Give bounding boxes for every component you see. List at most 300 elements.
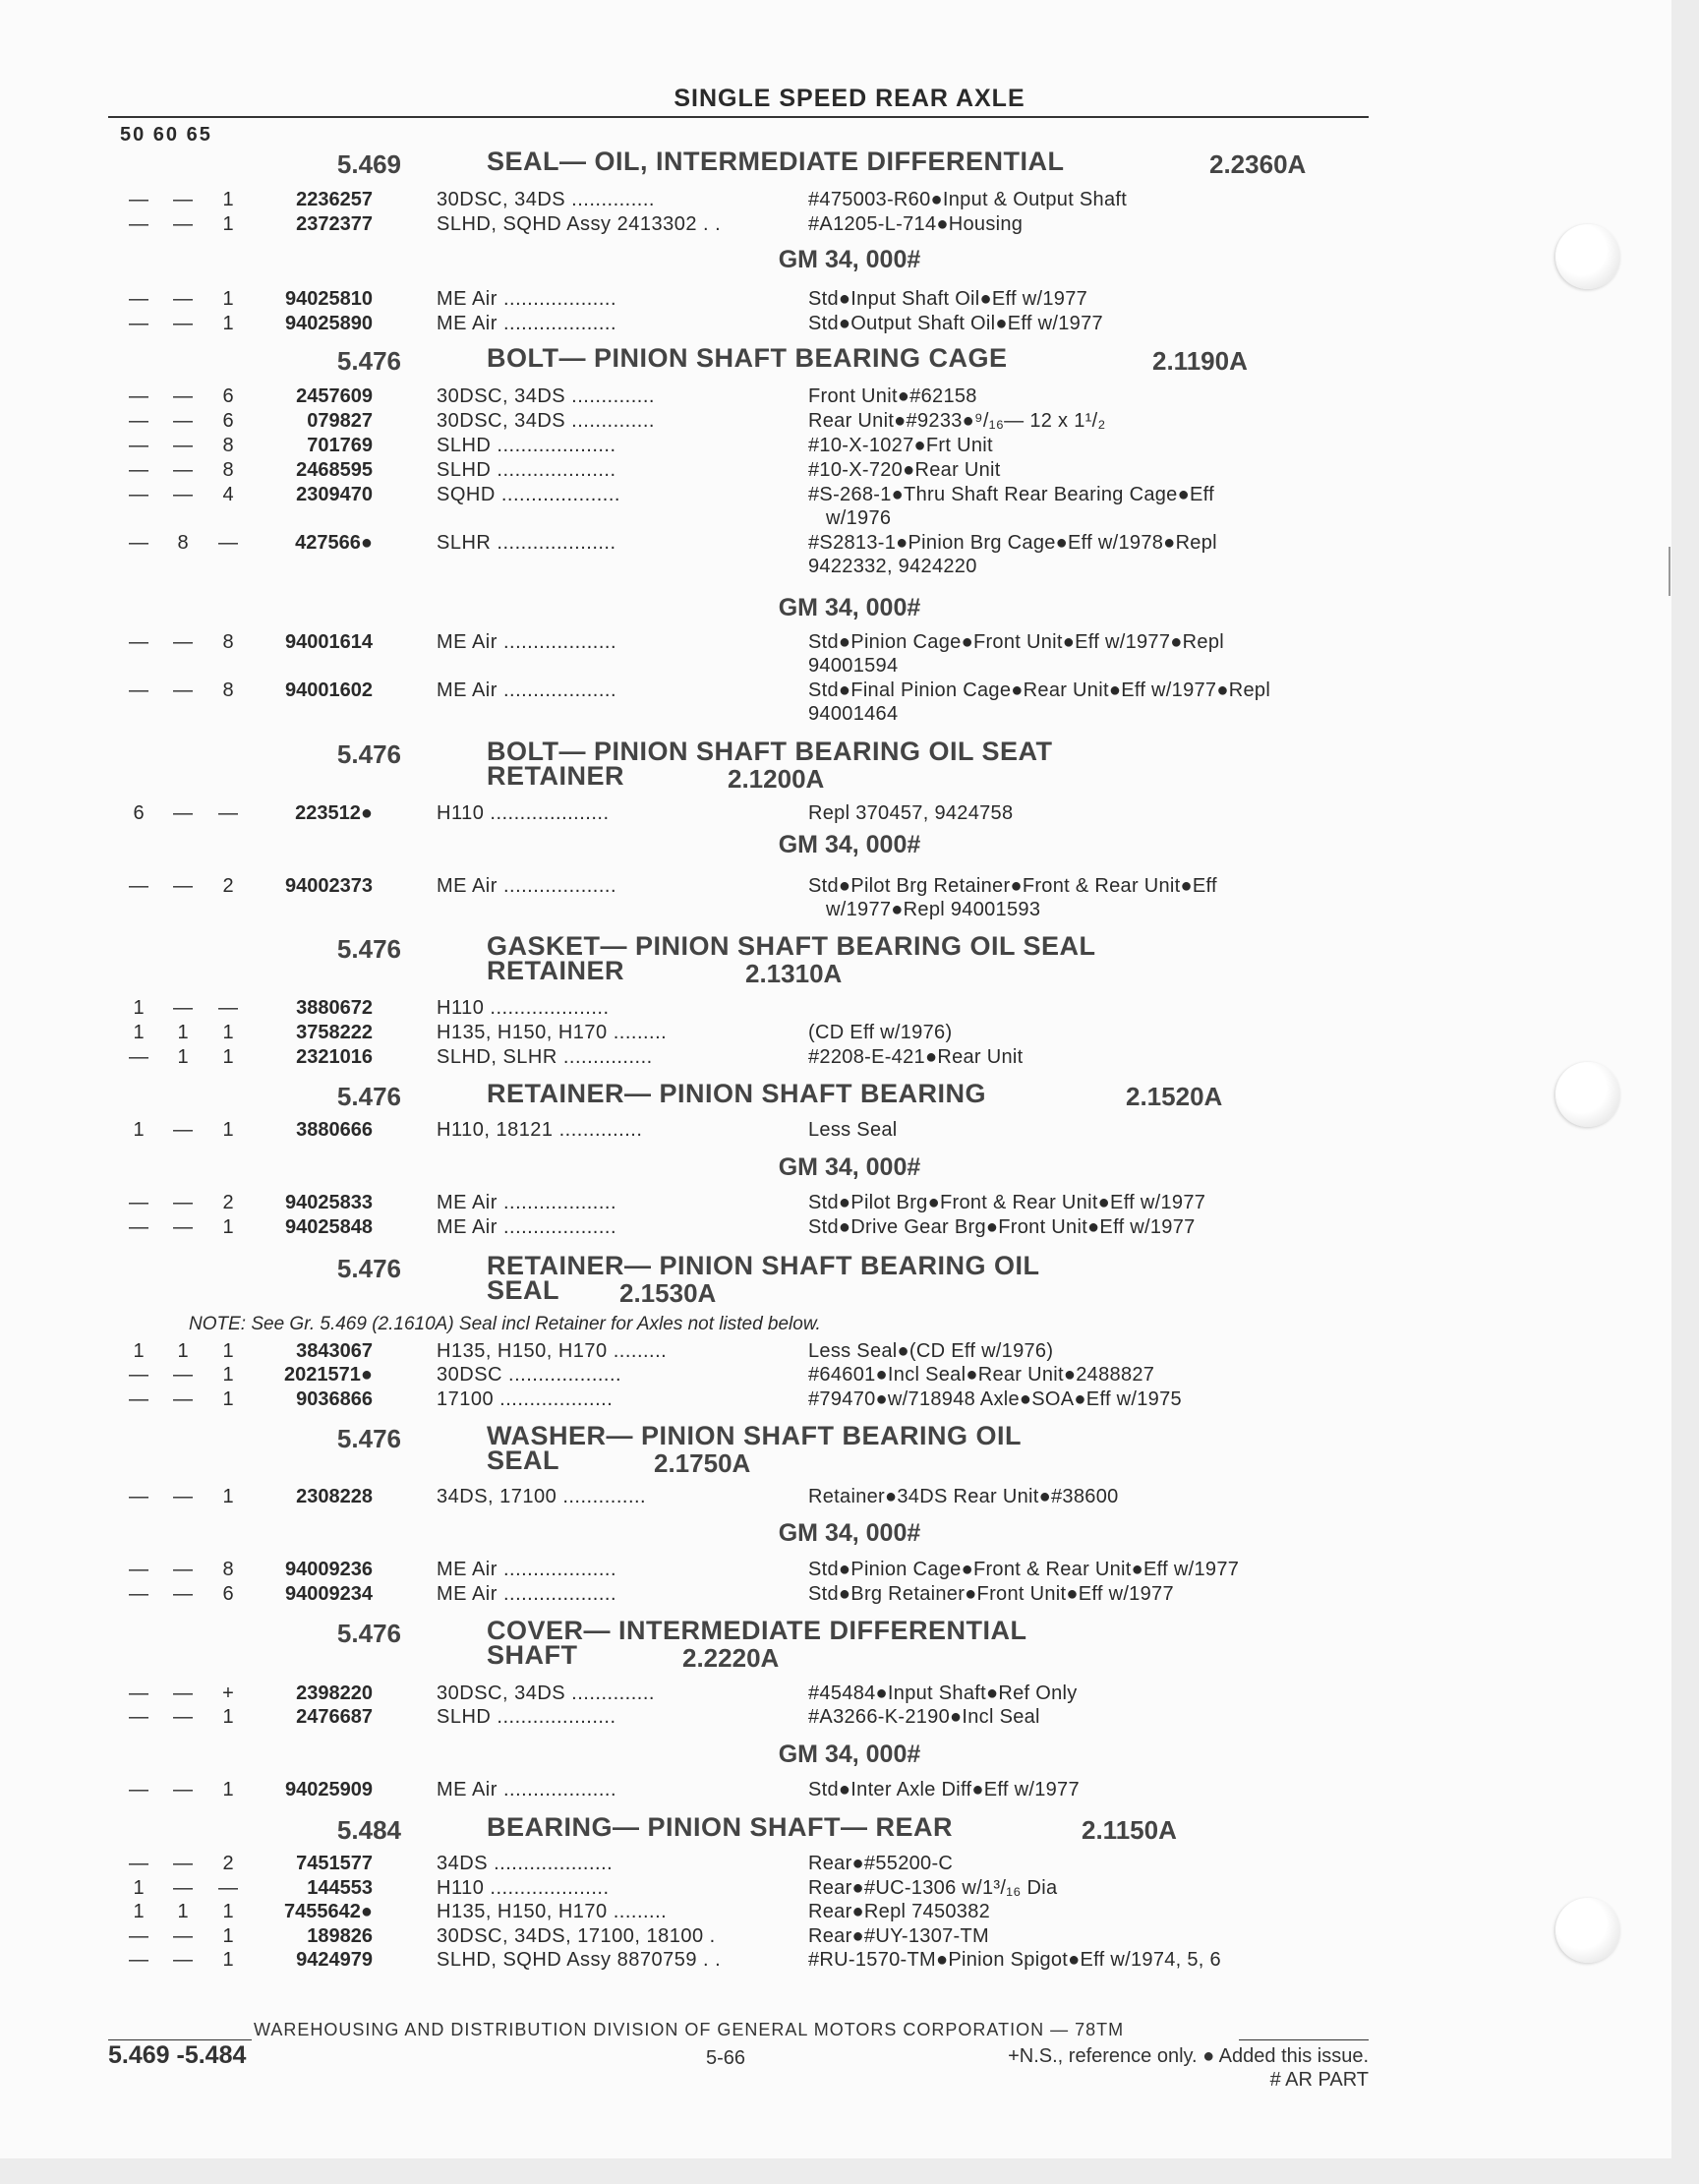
qty-65: 2	[222, 1853, 234, 1874]
qty-60: —	[173, 1706, 193, 1728]
model-applicability: ME Air ...................	[437, 1559, 617, 1580]
qty-50: —	[129, 1779, 148, 1800]
part-description: Std●Input Shaft Oil●Eff w/1977	[808, 288, 1088, 310]
qty-50: —	[129, 435, 148, 456]
qty-65: 8	[222, 1559, 234, 1580]
section-title: COVER— INTERMEDIATE DIFFERENTIAL	[487, 1616, 1027, 1645]
qty-60: —	[173, 1192, 193, 1213]
part-row	[0, 1705, 1699, 1730]
qty-65: 6	[222, 410, 234, 432]
qty-65: 1	[222, 1119, 234, 1141]
description-continued: w/1976	[826, 507, 892, 529]
qty-60: —	[173, 1559, 193, 1580]
model-applicability: ME Air ...................	[437, 631, 617, 653]
part-row	[0, 1118, 1699, 1143]
section-heading	[0, 1421, 1699, 1478]
part-row	[0, 1339, 1699, 1364]
part-description: #A1205-L-714●Housing	[808, 213, 1024, 235]
model-applicability: H110 ....................	[437, 997, 610, 1019]
part-description: #RU-1570-TM●Pinion Spigot●Eff w/1974, 5, 6	[808, 1949, 1221, 1971]
footer-rule-right	[1239, 2039, 1369, 2040]
part-number: 9424979	[296, 1949, 373, 1971]
qty-50: —	[129, 189, 148, 210]
part-row	[0, 996, 1699, 1021]
qty-65: 1	[222, 1046, 234, 1068]
part-description: Std●Brg Retainer●Front Unit●Eff w/1977	[808, 1583, 1174, 1605]
qty-60: —	[173, 385, 193, 407]
part-number: 94025909	[285, 1779, 373, 1800]
qty-50: —	[129, 385, 148, 407]
part-description: #S2813-1●Pinion Brg Cage●Eff w/1978●Repl	[808, 532, 1217, 554]
qty-50: —	[129, 1949, 148, 1971]
model-applicability: ME Air ...................	[437, 1216, 617, 1238]
part-number: 2457609	[296, 385, 373, 407]
qty-50: 1	[133, 997, 145, 1019]
qty-65: 1	[222, 1022, 234, 1043]
qty-65: 1	[222, 1925, 234, 1947]
gm-subheading: GM 34, 000#	[778, 831, 921, 858]
qty-50: —	[129, 213, 148, 235]
part-number: 2321016	[296, 1046, 373, 1068]
qty-60: —	[173, 1216, 193, 1238]
qty-65: 1	[222, 1364, 234, 1386]
section-title-line2: SHAFT	[487, 1640, 578, 1670]
model-applicability: ME Air ...................	[437, 679, 617, 701]
section-title-line2: SEAL	[487, 1446, 560, 1475]
qty-50: —	[129, 1682, 148, 1704]
part-row	[0, 1582, 1699, 1607]
qty-65: 1	[222, 213, 234, 235]
qty-60: —	[173, 1949, 193, 1971]
qty-50: —	[129, 1046, 148, 1068]
qty-60: —	[173, 313, 193, 334]
model-applicability: SLHD, SQHD Assy 2413302 . .	[437, 213, 722, 235]
part-row	[0, 409, 1699, 434]
model-applicability: SLHD, SLHR ...............	[437, 1046, 653, 1068]
section-heading	[0, 1251, 1699, 1308]
qty-60: —	[173, 410, 193, 432]
part-row	[0, 1021, 1699, 1045]
part-description: Retainer●34DS Rear Unit●#38600	[808, 1486, 1119, 1507]
group-number: 5.476	[336, 934, 401, 964]
part-row	[0, 212, 1699, 237]
part-description: (CD Eff w/1976)	[808, 1022, 953, 1043]
gm-subheading: GM 34, 000#	[778, 594, 921, 621]
part-number: 94025848	[285, 1216, 373, 1238]
qty-50: —	[129, 1583, 148, 1605]
section-title: WASHER— PINION SHAFT BEARING OIL	[487, 1421, 1023, 1450]
qty-65: 1	[222, 189, 234, 210]
model-applicability: H110 ....................	[437, 802, 610, 824]
section-title-line2: SEAL	[487, 1275, 560, 1305]
model-applicability: SLHD ....................	[437, 459, 616, 481]
section-title: BOLT— PINION SHAFT BEARING OIL SEAT	[487, 737, 1053, 766]
part-number: 2021571●	[284, 1364, 373, 1386]
part-number: 2372377	[296, 213, 373, 235]
qty-50: —	[129, 410, 148, 432]
qty-50: —	[129, 313, 148, 334]
page-number: 5-66	[706, 2047, 746, 2069]
part-row	[0, 1558, 1699, 1582]
part-row	[0, 287, 1699, 312]
qty-65: —	[218, 802, 238, 824]
qty-65: 1	[222, 1340, 234, 1362]
part-number: 94009234	[285, 1583, 373, 1605]
part-description: Rear●#UY-1307-TM	[808, 1925, 989, 1947]
qty-65: 2	[222, 1192, 234, 1213]
part-description: Less Seal●(CD Eff w/1976)	[808, 1340, 1054, 1362]
qty-60: —	[173, 875, 193, 897]
part-row	[0, 434, 1699, 458]
part-row	[0, 1948, 1699, 1973]
qty-60: 1	[177, 1022, 189, 1043]
model-applicability: SLHD ....................	[437, 435, 616, 456]
qty-60: —	[173, 997, 193, 1019]
model-applicability: 34DS ....................	[437, 1853, 614, 1874]
footer-legend: +N.S., reference only. ● Added this issue.	[1008, 2045, 1369, 2067]
model-applicability: H135, H150, H170 .........	[437, 1901, 668, 1922]
qty-60: —	[173, 1583, 193, 1605]
part-number: 94002373	[285, 875, 373, 897]
qty-60: —	[173, 288, 193, 310]
part-number: 2309470	[296, 484, 373, 505]
qty-65: 1	[222, 1901, 234, 1922]
part-description: Std●Output Shaft Oil●Eff w/1977	[808, 313, 1103, 334]
section-heading	[0, 149, 1699, 179]
qty-65: 2	[222, 875, 234, 897]
model-applicability: 30DSC, 34DS ..............	[437, 189, 655, 210]
part-description: #79470●w/718948 Axle●SOA●Eff w/1975	[808, 1388, 1182, 1410]
part-description: #2208-E-421●Rear Unit	[808, 1046, 1024, 1068]
part-row	[0, 1215, 1699, 1240]
qty-65: 1	[222, 1706, 234, 1728]
part-row	[0, 312, 1699, 336]
part-description: Std●Final Pinion Cage●Rear Unit●Eff w/1977●Repl	[808, 679, 1271, 701]
part-description: Std●Pilot Brg●Front & Rear Unit●Eff w/1977	[808, 1192, 1206, 1213]
qty-50: —	[129, 1486, 148, 1507]
section-title: SEAL— OIL, INTERMEDIATE DIFFERENTIAL	[487, 147, 1065, 176]
qty-50: —	[129, 631, 148, 653]
qty-65: 1	[222, 313, 234, 334]
part-number: 701769	[307, 435, 373, 456]
qty-65: 1	[222, 288, 234, 310]
qty-60: —	[173, 1925, 193, 1947]
model-applicability: ME Air ...................	[437, 313, 617, 334]
qty-50: 1	[133, 1901, 145, 1922]
qty-60: —	[173, 1388, 193, 1410]
section-title: RETAINER— PINION SHAFT BEARING	[487, 1079, 987, 1108]
part-row	[0, 384, 1699, 409]
model-applicability: 30DSC ...................	[437, 1364, 622, 1386]
qty-50: —	[129, 532, 148, 554]
part-row	[0, 1485, 1699, 1509]
reference-number: 2.1150A	[1082, 1815, 1177, 1845]
part-number: 94025833	[285, 1192, 373, 1213]
model-applicability: 30DSC, 34DS ..............	[437, 385, 655, 407]
reference-number: 2.1520A	[1126, 1082, 1223, 1111]
part-number: 3843067	[296, 1340, 373, 1362]
part-number: 3880666	[296, 1119, 373, 1141]
qty-65: 4	[222, 484, 234, 505]
page-title: SINGLE SPEED REAR AXLE	[674, 85, 1025, 112]
part-row	[0, 801, 1699, 826]
column-headings: 50 60 65	[120, 124, 212, 146]
qty-60: —	[173, 631, 193, 653]
model-applicability: ME Air ...................	[437, 1583, 617, 1605]
part-row	[0, 1682, 1699, 1706]
qty-50: —	[129, 484, 148, 505]
qty-50: —	[129, 679, 148, 701]
part-number: 079827	[307, 410, 373, 432]
part-row	[0, 483, 1699, 507]
part-number: 2468595	[296, 459, 373, 481]
qty-65: 1	[222, 1216, 234, 1238]
qty-60: —	[173, 1779, 193, 1800]
qty-65: 6	[222, 385, 234, 407]
part-row	[0, 1045, 1699, 1070]
part-row	[0, 458, 1699, 483]
part-row	[0, 1900, 1699, 1924]
qty-60: —	[173, 1853, 193, 1874]
part-row	[0, 679, 1699, 703]
qty-50: —	[129, 1559, 148, 1580]
qty-65: 6	[222, 1583, 234, 1605]
part-number: 189826	[307, 1925, 373, 1947]
qty-60: —	[173, 189, 193, 210]
qty-65: —	[218, 532, 238, 554]
model-applicability: SLHD ....................	[437, 1706, 616, 1728]
part-description: #10-X-720●Rear Unit	[808, 459, 1001, 481]
part-number: 7455642●	[284, 1901, 373, 1922]
qty-65: 1	[222, 1949, 234, 1971]
qty-65: 1	[222, 1388, 234, 1410]
model-applicability: 30DSC, 34DS, 17100, 18100 .	[437, 1925, 716, 1947]
part-description: #A3266-K-2190●Incl Seal	[808, 1706, 1040, 1728]
gm-subheading: GM 34, 000#	[778, 1519, 921, 1547]
qty-50: —	[129, 1925, 148, 1947]
part-row	[0, 1778, 1699, 1802]
qty-50: —	[129, 1216, 148, 1238]
description-continued: w/1977●Repl 94001593	[826, 899, 1041, 920]
section-title: RETAINER— PINION SHAFT BEARING OIL	[487, 1251, 1040, 1280]
qty-50: —	[129, 1853, 148, 1874]
description-continued: 94001464	[808, 703, 899, 725]
part-row	[0, 1191, 1699, 1215]
qty-50: —	[129, 1388, 148, 1410]
part-row	[0, 1387, 1699, 1412]
qty-65: +	[222, 1682, 234, 1704]
part-number: 94025810	[285, 288, 373, 310]
footer-division-line	[108, 2020, 1369, 2043]
part-description: #10-X-1027●Frt Unit	[808, 435, 993, 456]
model-applicability: ME Air ...................	[437, 288, 617, 310]
model-applicability: SQHD ....................	[437, 484, 620, 505]
part-description: Rear●#55200-C	[808, 1853, 954, 1874]
part-description: Std●Pilot Brg Retainer●Front & Rear Unit●Eff	[808, 875, 1217, 897]
qty-50: 1	[133, 1022, 145, 1043]
footer-rule-left	[108, 2039, 252, 2040]
section-title-line2: RETAINER	[487, 956, 625, 985]
qty-65: 8	[222, 631, 234, 653]
qty-60: —	[173, 1682, 193, 1704]
group-number: 5.484	[336, 1815, 401, 1845]
part-number: 2476687	[296, 1706, 373, 1728]
part-row	[0, 874, 1699, 899]
description-continued: 94001594	[808, 655, 899, 677]
qty-65: 1	[222, 1486, 234, 1507]
qty-50: —	[129, 1364, 148, 1386]
group-number: 5.476	[336, 1424, 401, 1453]
part-row	[0, 531, 1699, 556]
qty-60: 1	[177, 1340, 189, 1362]
section-title-line2: RETAINER	[487, 761, 625, 791]
qty-65: 8	[222, 435, 234, 456]
footer-legend-ar: # AR PART	[1269, 2069, 1369, 2091]
part-description: Std●Drive Gear Brg●Front Unit●Eff w/1977	[808, 1216, 1196, 1238]
group-number: 5.476	[336, 1619, 401, 1648]
part-row	[0, 1852, 1699, 1876]
gm-subheading: GM 34, 000#	[778, 1741, 921, 1768]
qty-60: —	[173, 484, 193, 505]
reference-number: 2.2220A	[682, 1643, 780, 1673]
reference-number: 2.1310A	[745, 959, 843, 988]
gm-subheading: GM 34, 000#	[778, 1153, 921, 1181]
model-applicability: H135, H150, H170 .........	[437, 1340, 668, 1362]
part-description: Less Seal	[808, 1119, 898, 1141]
qty-60: 8	[177, 532, 189, 554]
model-applicability: 34DS, 17100 ..............	[437, 1486, 647, 1507]
qty-60: —	[173, 679, 193, 701]
qty-60: —	[173, 459, 193, 481]
part-number: 144553	[307, 1877, 373, 1899]
part-number: 3758222	[296, 1022, 373, 1043]
section-title: BEARING— PINION SHAFT— REAR	[487, 1812, 954, 1842]
section-note: NOTE: See Gr. 5.469 (2.1610A) Seal incl Retainer for Axles not listed below.	[189, 1314, 821, 1334]
group-number: 5.476	[336, 1082, 401, 1111]
part-description: Rear●Repl 7450382	[808, 1901, 991, 1922]
reference-number: 2.2360A	[1209, 149, 1307, 179]
page-range: 5.469 -5.484	[108, 2041, 247, 2069]
qty-60: 1	[177, 1901, 189, 1922]
model-applicability: 30DSC, 34DS ..............	[437, 410, 655, 432]
section-heading	[0, 1812, 1699, 1845]
part-row	[0, 1363, 1699, 1387]
reference-number: 2.1190A	[1152, 346, 1248, 376]
qty-50: 6	[133, 802, 145, 824]
model-applicability: H110, 18121 ..............	[437, 1119, 643, 1141]
qty-60: 1	[177, 1046, 189, 1068]
reference-number: 2.1530A	[619, 1278, 717, 1308]
group-number: 5.469	[336, 149, 401, 179]
part-description: #64601●Incl Seal●Rear Unit●2488827	[808, 1364, 1155, 1386]
part-description: #45484●Input Shaft●Ref Only	[808, 1682, 1078, 1704]
section-title: GASKET— PINION SHAFT BEARING OIL SEAL	[487, 931, 1096, 961]
part-number: 3880672	[296, 997, 373, 1019]
group-number: 5.476	[336, 739, 401, 769]
qty-65: 1	[222, 1779, 234, 1800]
model-applicability: ME Air ...................	[437, 1779, 617, 1800]
part-description: Front Unit●#62158	[808, 385, 977, 407]
part-description: Rear●#UC-1306 w/1³/₁₆ Dia	[808, 1877, 1058, 1899]
model-applicability: 30DSC, 34DS ..............	[437, 1682, 655, 1704]
part-description: Std●Inter Axle Diff●Eff w/1977	[808, 1779, 1080, 1800]
group-number: 5.476	[336, 346, 401, 376]
reference-number: 2.1200A	[728, 764, 825, 794]
part-description: Std●Pinion Cage●Front & Rear Unit●Eff w/1977	[808, 1559, 1240, 1580]
qty-60: —	[173, 1486, 193, 1507]
part-number: 7451577	[296, 1853, 373, 1874]
model-applicability: SLHR ....................	[437, 532, 616, 554]
gm-subheading: GM 34, 000#	[778, 246, 921, 273]
part-number: 94025890	[285, 313, 373, 334]
qty-65: —	[218, 997, 238, 1019]
qty-60: —	[173, 1877, 193, 1899]
part-number: 94001614	[285, 631, 373, 653]
qty-60: —	[173, 213, 193, 235]
part-row	[0, 188, 1699, 212]
part-row	[0, 1924, 1699, 1949]
model-applicability: H110 ....................	[437, 1877, 610, 1899]
group-number: 5.476	[336, 1254, 401, 1283]
qty-60: —	[173, 1364, 193, 1386]
qty-60: —	[173, 1119, 193, 1141]
section-heading	[0, 931, 1699, 988]
part-number: 2398220	[296, 1682, 373, 1704]
part-description: #S-268-1●Thru Shaft Rear Bearing Cage●Eff	[808, 484, 1214, 505]
qty-50: —	[129, 1192, 148, 1213]
qty-50: 1	[133, 1877, 145, 1899]
part-description: Rear Unit●#9233●⁹/₁₆— 12 x 1¹/₂	[808, 410, 1106, 432]
part-number: 9036866	[296, 1388, 373, 1410]
qty-65: 8	[222, 459, 234, 481]
part-number: 94001602	[285, 679, 373, 701]
model-applicability: 17100 ...................	[437, 1388, 614, 1410]
part-description: Std●Pinion Cage●Front Unit●Eff w/1977●Repl	[808, 631, 1224, 653]
section-heading	[0, 1079, 1699, 1111]
qty-65: —	[218, 1877, 238, 1899]
qty-50: —	[129, 1706, 148, 1728]
model-applicability: ME Air ...................	[437, 1192, 617, 1213]
qty-60: —	[173, 802, 193, 824]
model-applicability: H135, H150, H170 .........	[437, 1022, 668, 1043]
part-number: 427566●	[295, 532, 373, 554]
part-number: 2308228	[296, 1486, 373, 1507]
model-applicability: SLHD, SQHD Assy 8870759 . .	[437, 1949, 722, 1971]
section-title: BOLT— PINION SHAFT BEARING CAGE	[487, 343, 1008, 373]
part-description: Repl 370457, 9424758	[808, 802, 1014, 824]
qty-50: —	[129, 288, 148, 310]
part-description: #475003-R60●Input & Output Shaft	[808, 189, 1128, 210]
part-number: 2236257	[296, 189, 373, 210]
qty-50: 1	[133, 1340, 145, 1362]
footer-division: WAREHOUSING AND DISTRIBUTION DIVISION OF GENERAL MOTORS CORPORATION — 78TM	[254, 2020, 1125, 2039]
section-heading	[0, 737, 1699, 794]
reference-number: 2.1750A	[654, 1448, 751, 1478]
section-heading	[0, 1616, 1699, 1673]
qty-60: —	[173, 435, 193, 456]
qty-50: 1	[133, 1119, 145, 1141]
qty-50: —	[129, 875, 148, 897]
qty-65: 8	[222, 679, 234, 701]
part-number: 94009236	[285, 1559, 373, 1580]
model-applicability: ME Air ...................	[437, 875, 617, 897]
part-number: 223512●	[295, 802, 373, 824]
part-row	[0, 1876, 1699, 1901]
qty-50: —	[129, 459, 148, 481]
part-row	[0, 630, 1699, 655]
section-heading	[0, 343, 1699, 376]
description-continued: 9422332, 9424220	[808, 556, 977, 577]
